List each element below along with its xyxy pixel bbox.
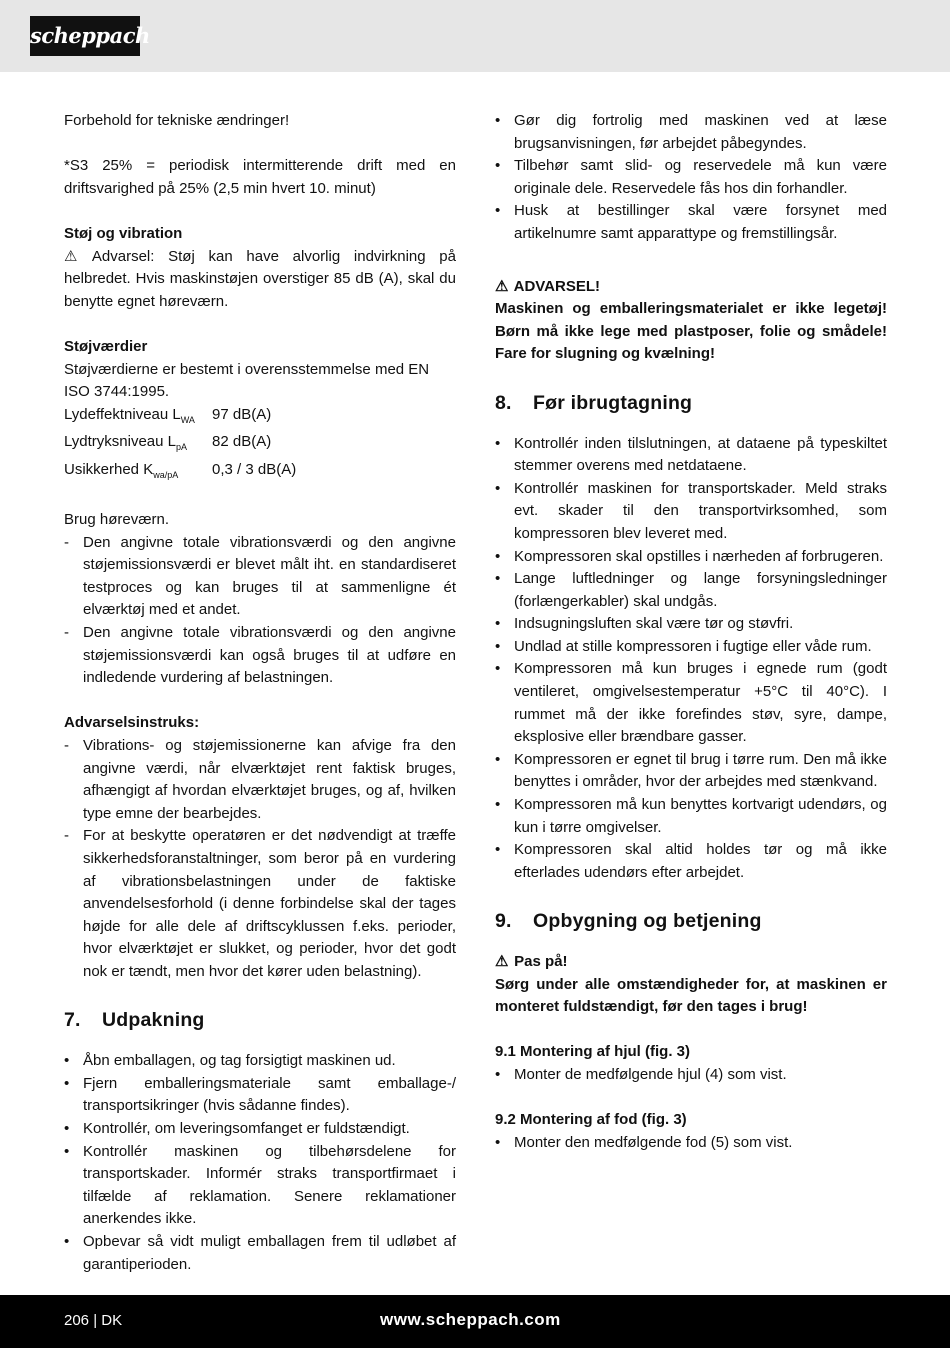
list-item: • Husk at bestillinger skal være forsynet med artikelnumre samt apparattype og fremstillingsår. [495, 200, 887, 245]
foot-list [495, 1132, 887, 1155]
list-item: • Monter de medfølgende hjul (4) som vist. [495, 1064, 887, 1087]
unpacking-list [64, 1050, 456, 1276]
list-item: • Kontrollér maskinen og tilbehørsdelene for transportskader. Informér straks transportfirmaet i tilfælde af reklamation. Senere reklamationer anerkendes ikke. [64, 1141, 456, 1231]
list-item: - For at beskytte operatøren er det nødvendigt at træffe sikkerhedsforanstaltninger, som beror på en vurdering af vibrationsbelastningen under de faktiske anvendelsesforhold (i denne forbindelse skal der tages højde for alle dele af driftscyklussen f.eks. perioder, hvor elværktøjet er slukket, og perioder, hvor det godt nok er tændt, men hvor det kører uden belastning). [64, 825, 456, 983]
noise-values-text: Støjværdierne er bestemt i overensstemmelse med EN ISO 3744:1995. [64, 360, 430, 401]
footer-bar [0, 1295, 950, 1348]
section-9-2-heading: 9.2 Montering af fod (fig. 3) [495, 1111, 687, 1129]
list-item: - Vibrations- og støjemissionerne kan afvige fra den angivne værdi, når elværktøjet rent faktisk bruges, afhængigt af hvordan elværktøjet bruges, og af, hvilken type emne der bearbejdes. [64, 735, 456, 825]
level-label: Usikkerhed $K_{wa/pA}$ [64, 460, 179, 480]
warning-instructions-heading: Advarselsinstruks: [64, 714, 200, 732]
section-9-1-heading: 9.1 Montering af hjul (fig. 3) [495, 1043, 690, 1061]
list-item: • Kompressoren skal altid holdes tør og må ikke efterlades udendørs efter arbejdet. [495, 839, 887, 884]
section-7-heading: 7. Udpakning [64, 1009, 205, 1032]
list-item: • Gør dig fortrolig med maskinen ved at læse brugsanvisningen, før arbejdet påbegyndes. [495, 110, 887, 155]
level-label: Lydeffektniveau $L_{WA}$ [64, 405, 195, 425]
list-item: • Opbevar så vidt muligt emballagen frem til udløbet af garantiperioden. [64, 1231, 456, 1276]
advarsel-heading: ⚠ ADVARSEL! [495, 276, 887, 299]
noise-values-heading: Støjværdier [64, 337, 148, 355]
scheppach-logo: scheppach [30, 16, 140, 56]
noise-warning [64, 246, 456, 314]
list-item: • Kontrollér, om leveringsomfanget er fuldstændigt. [64, 1118, 456, 1141]
section-9-heading: 9. Opbygning og betjening [495, 910, 762, 932]
level-value: 82 dB(A) [212, 433, 272, 451]
list-item: • Monter den medfølgende fod (5) som vist. [495, 1132, 887, 1155]
hearing-list [64, 532, 456, 690]
commissioning-list [495, 433, 887, 885]
wheels-list [495, 1064, 887, 1087]
noise-warning-text: Advarsel: Støj kan have alvorlig indvirkning på helbredet. Hvis maskinstøjen overstiger 85 dB (A), skal du benytte egnet høreværn. [64, 247, 456, 310]
intro-list [495, 110, 887, 246]
level-row [64, 404, 456, 432]
level-row [64, 431, 456, 459]
level-value: 0,3 / 3 dB(A) [212, 460, 297, 478]
level-value: 97 dB(A) [212, 405, 272, 423]
page-number: 206 | DK [64, 1312, 123, 1329]
list-item: • Åbn emballagen, og tag forsigtigt maskinen ud. [64, 1050, 456, 1073]
list-item: • Undlad at stille kompressoren i fugtige eller våde rum. [495, 636, 887, 659]
right-column [495, 110, 887, 1154]
list-item: • Lange luftledninger og lange forsyningsledninger (forlængerkabler) skal undgås. [495, 568, 887, 613]
list-item: - Den angivne totale vibrationsværdi og den angivne støjemissionsværdi kan også bruges til at udføre en indledende vurdering af belastningen. [64, 622, 456, 690]
pas-heading: ⚠ Pas på! [495, 951, 887, 974]
warning-list [64, 735, 456, 984]
s3-footnote: *S3 25% = periodisk intermitterende drift med en driftsvarighed på 25% (2,5 min hvert 10. minut) [64, 157, 456, 197]
header-bar [0, 0, 950, 72]
warning-triangle-icon: ⚠ [64, 247, 78, 265]
section-8-heading: 8. Før ibrugtagning [495, 391, 693, 414]
list-item: • Indsugningsluften skal være tør og støvfri. [495, 613, 887, 636]
list-item: • Kontrollér maskinen for transportskader. Meld straks evt. skader til den transportvirksomhed, som kompressoren blev leveret med. [495, 478, 887, 546]
hearing-protection: Brug høreværn. [64, 511, 170, 529]
list-item: • Kompressoren må kun bruges i egnede rum (godt ventileret, omgivelsestemperatur +5°C til 40°C). I rummet må der ikke forefindes støv, syre, dampe, eksplosive eller brændbare gasser. [495, 658, 887, 748]
noise-vibration-heading: Støj og vibration [64, 224, 183, 242]
advarsel-text: Maskinen og emballeringsmaterialet er ikke legetøj! Børn må ikke lege med plastposer, folie og smådele! Fare for slugning og kvælning! [495, 300, 887, 363]
website-link[interactable]: www.scheppach.com [380, 1310, 561, 1329]
warning-triangle-icon: ⚠ [495, 277, 509, 295]
level-row [64, 459, 456, 487]
list-item: • Kontrollér inden tilslutningen, at dataene på typeskiltet stemmer overens med netdataene. [495, 433, 887, 478]
list-item: • Kompressoren må kun benyttes kortvarigt udendørs, og kun i tørre omgivelser. [495, 794, 887, 839]
list-item: • Kompressoren skal opstilles i nærheden af forbrugeren. [495, 546, 887, 569]
warning-triangle-icon: ⚠ [495, 953, 509, 970]
list-item: • Tilbehør samt slid- og reservedele må kun være originale dele. Reservedele fås hos din forhandler. [495, 155, 887, 200]
list-item: - Den angivne totale vibrationsværdi og den angivne støjemissionsværdi er blevet målt iht. en standardiseret testproces og kan bruges til at sammenligne ét elværktøj med et andet. [64, 532, 456, 622]
pas-text: Sørg under alle omstændigheder for, at maskinen er monteret fuldstændigt, før den tages i brug! [495, 975, 887, 1016]
left-column [64, 110, 456, 1276]
level-label: Lydtryksniveau $L_{pA}$ [64, 433, 188, 453]
list-item: • Fjern emballeringsmateriale samt emballage-/ transportsikringer (hvis sådanne findes). [64, 1073, 456, 1118]
technical-changes-note: Forbehold for tekniske ændringer! [64, 112, 290, 129]
list-item: • Kompressoren er egnet til brug i tørre rum. Den må ikke benyttes i områder, hvor der arbejdes med stænkvand. [495, 749, 887, 794]
